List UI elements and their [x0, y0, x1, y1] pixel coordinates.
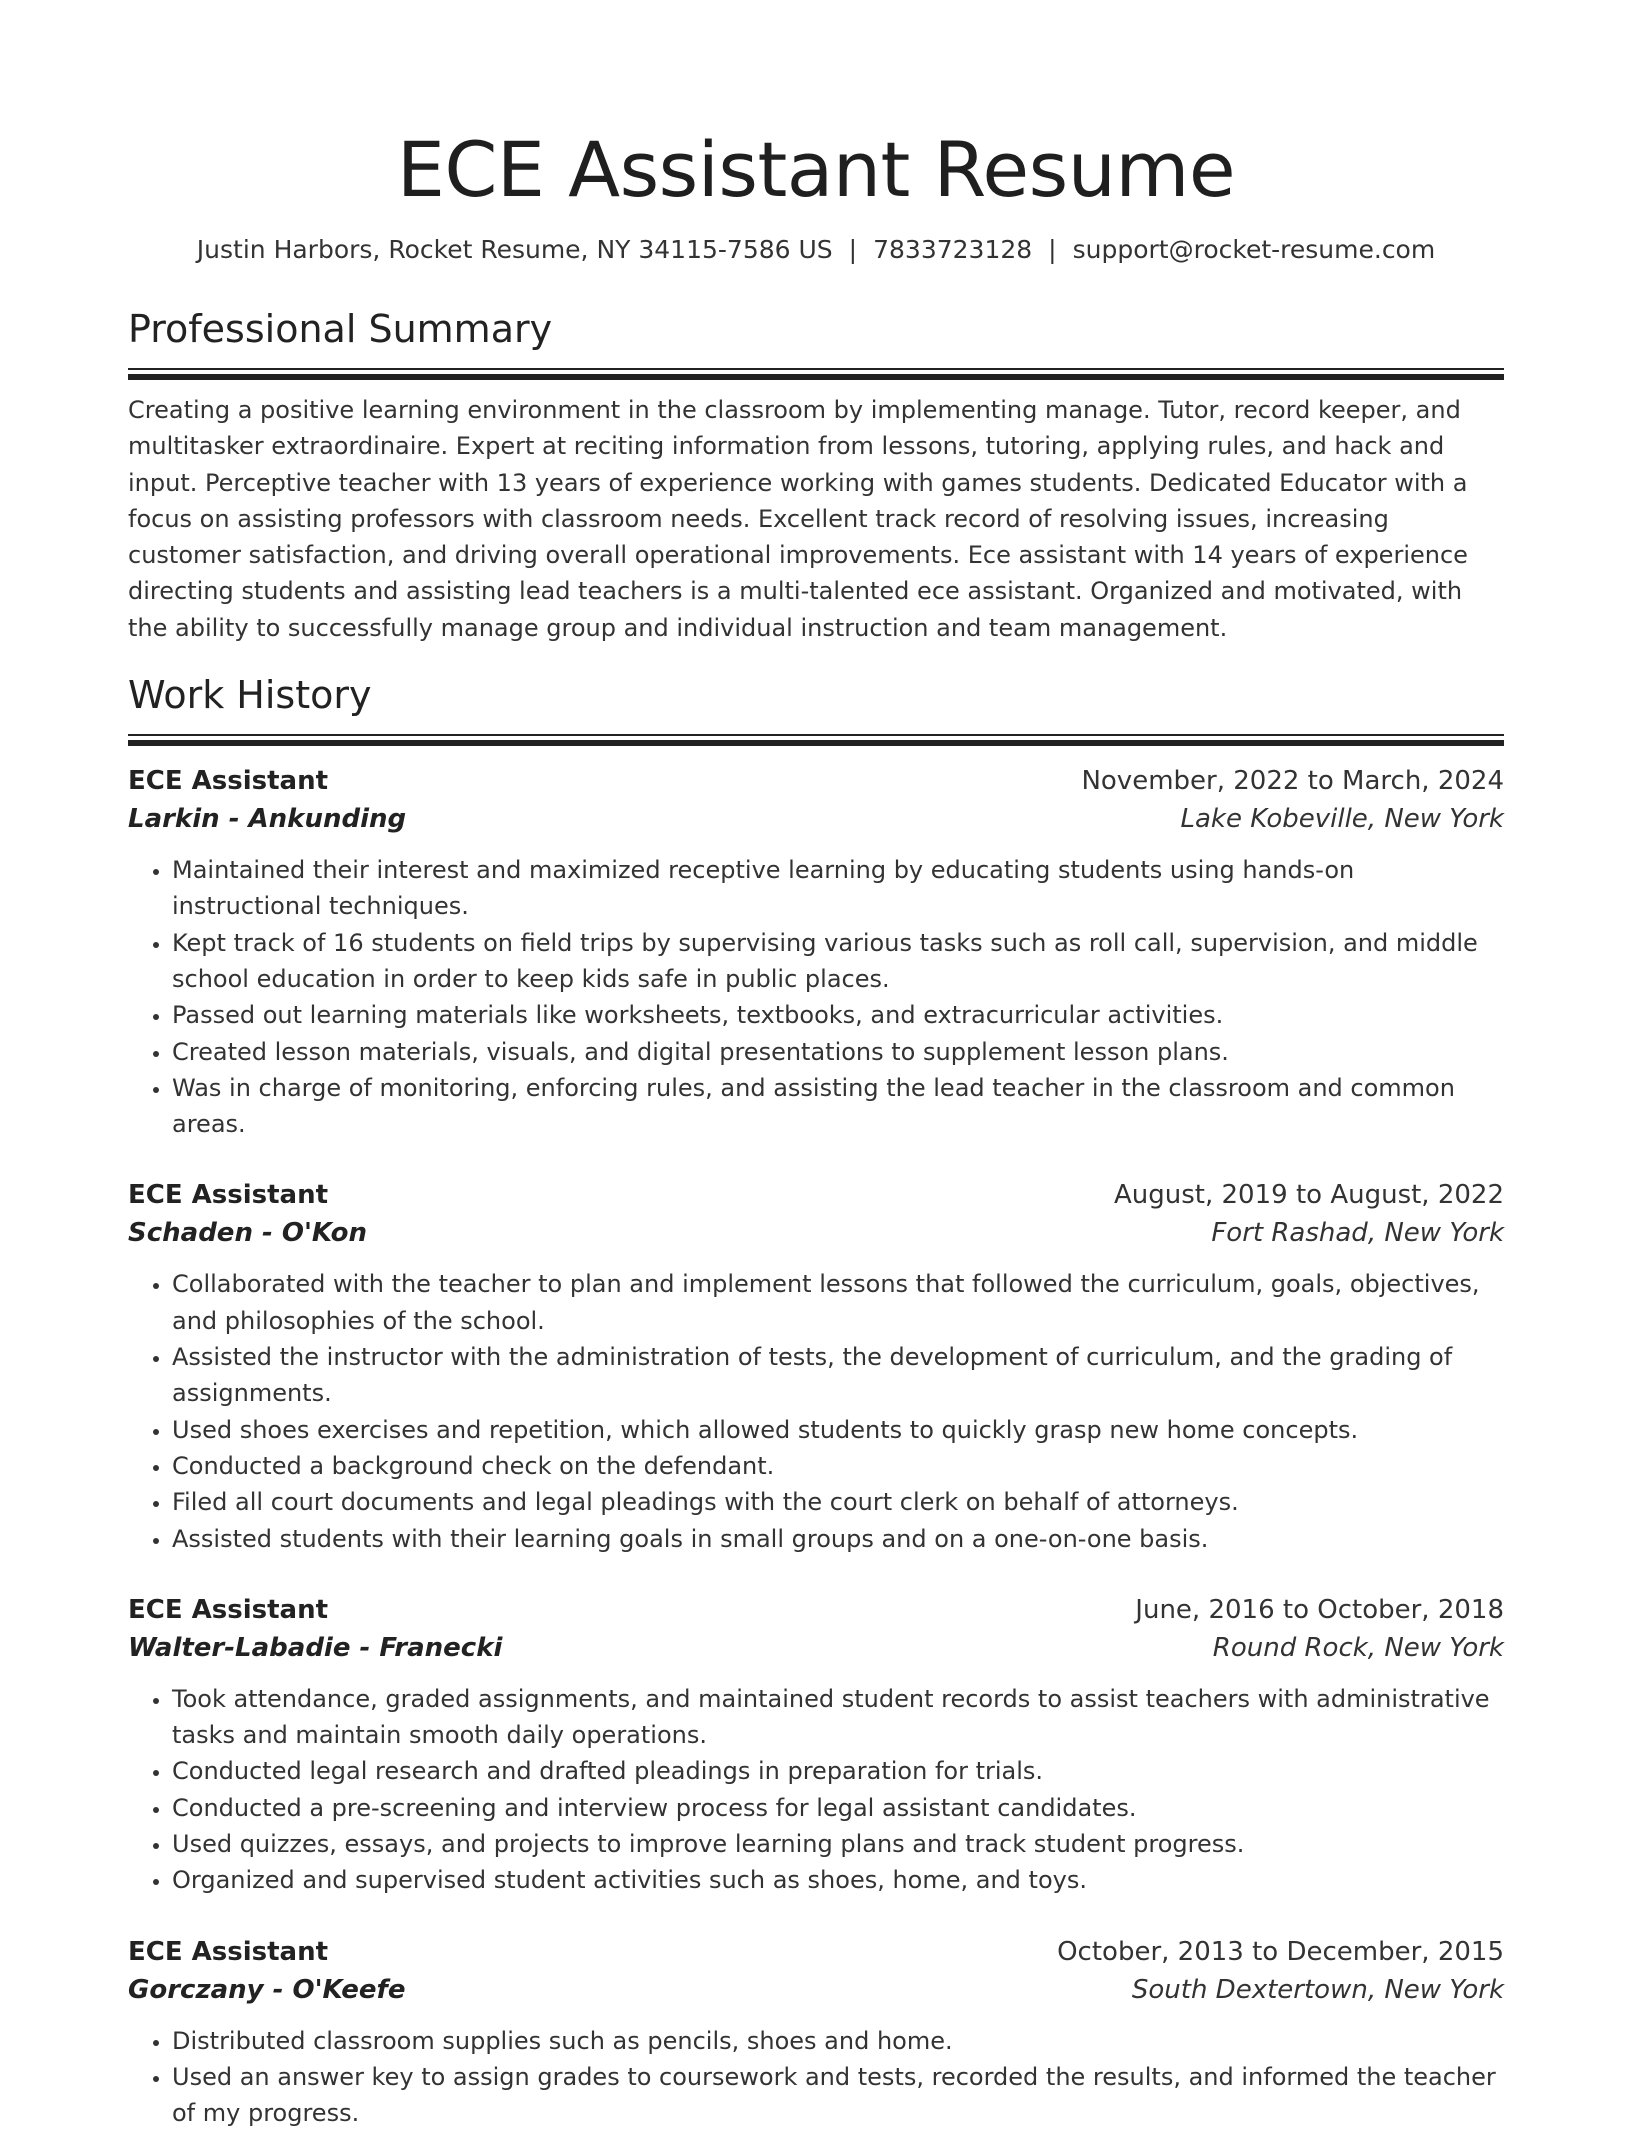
job-bullet: • Assisted the instructor with the administration of tests, the development of curriculum, and the grading of assignments.: [172, 1339, 1504, 1412]
job-bullet: • Conducted a pre-screening and interview process for legal assistant candidates.: [172, 1790, 1504, 1826]
job-bullet-list: [128, 1681, 1504, 1899]
contact-separator: |: [848, 235, 858, 264]
job-bullet: • Kept track of 16 students on field trips by supervising various tasks such as roll call, supervision, and middle school education in order to keep kids safe in public places.: [172, 925, 1504, 998]
job-bullet: • Collaborated with the teacher to plan and implement lessons that followed the curriculum, goals, objectives, and philosophies of the school.: [172, 1266, 1504, 1339]
resume-title: ECE Assistant Resume: [396, 125, 1236, 214]
job-bullet-list: [128, 852, 1504, 1142]
professional-summary-section: [128, 304, 1504, 646]
job-bullet: • Took attendance, graded assignments, and maintained student records to assist teachers with administrative tasks and maintain smooth daily operations.: [172, 1681, 1504, 1754]
job-entry: [128, 1933, 1504, 2132]
job-dates: August, 2019 to August, 2022: [1114, 1180, 1504, 1211]
job-location: South Dextertown, New York: [1131, 1974, 1504, 2005]
job-title: ECE Assistant: [128, 766, 329, 797]
job-bullet: • Conducted legal research and drafted pleadings in preparation for trials.: [172, 1753, 1504, 1789]
job-bullet: • Used an answer key to assign grades to coursework and tests, recorded the results, and informed the teacher of my progress.: [172, 2059, 1504, 2132]
job-title: ECE Assistant: [128, 1936, 329, 1967]
contact-phone: 7833723128: [873, 235, 1033, 264]
job-dates: November, 2022 to March, 2024: [1081, 766, 1504, 797]
job-header-row: [128, 1176, 1504, 1214]
job-header-row: [128, 762, 1504, 800]
job-company: Larkin - Ankunding: [128, 804, 407, 835]
job-title: ECE Assistant: [128, 1594, 329, 1625]
job-header-row: [128, 1933, 1504, 1971]
job-bullet: • Conducted a background check on the defendant.: [172, 1448, 1504, 1484]
contact-address: Justin Harbors, Rocket Resume, NY 34115-7586 US: [196, 235, 833, 264]
professional-summary-heading: Professional Summary: [128, 307, 553, 351]
job-bullet: • Used quizzes, essays, and projects to improve learning plans and track student progress.: [172, 1826, 1504, 1862]
professional-summary-text: Creating a positive learning environment in the classroom by implementing manage. Tutor, record keeper, and multitasker extraordinaire. Expert at reciting information from lessons, tutoring, applying rules, and hack and input. Perceptive teacher with 13 years of experience working with games students. Dedicated Educator with a focus on assisting professors with classroom needs. Excellent track record of resolving issues, increasing customer satisfaction, and driving overall operational improvements. Ece assistant with 14 years of experience directing students and assisting lead teachers is a multi-talented ece assistant. Organized and motivated, with the ability to successfully manage group and individual instruction and team management.: [128, 396, 1468, 642]
job-subheader-row: [128, 1971, 1504, 2009]
job-subheader-row: [128, 800, 1504, 838]
job-dates: October, 2013 to December, 2015: [1057, 1936, 1504, 1967]
job-bullet: • Organized and supervised student activities such as shoes, home, and toys.: [172, 1862, 1504, 1898]
job-bullet-list: [128, 2023, 1504, 2132]
job-bullet: • Passed out learning materials like worksheets, textbooks, and extracurricular activities.: [172, 997, 1504, 1033]
job-location: Fort Rashad, New York: [1211, 1218, 1504, 1249]
section-divider: [128, 368, 1504, 370]
job-bullet-list: [128, 1266, 1504, 1556]
job-dates: June, 2016 to October, 2018: [1135, 1594, 1504, 1625]
job-location: Lake Kobeville, New York: [1180, 804, 1504, 835]
job-header-row: [128, 1591, 1504, 1629]
contact-line: [128, 232, 1504, 268]
work-history-heading: Work History: [128, 673, 372, 718]
section-divider: [128, 740, 1504, 746]
job-location: Round Rock, New York: [1212, 1632, 1504, 1663]
job-company: Gorczany - O'Keefe: [128, 1974, 406, 2005]
job-entry: [128, 1176, 1504, 1556]
job-subheader-row: [128, 1629, 1504, 1667]
job-company: Walter-Labadie - Franecki: [128, 1632, 503, 1663]
job-subheader-row: [128, 1214, 1504, 1252]
contact-email[interactable]: support@rocket-resume.com: [1072, 235, 1436, 264]
job-bullet: • Distributed classroom supplies such as pencils, shoes and home.: [172, 2023, 1504, 2059]
section-divider: [128, 734, 1504, 736]
job-bullet: • Maintained their interest and maximized receptive learning by educating students using hands-on instructional techniques.: [172, 852, 1504, 925]
job-title: ECE Assistant: [128, 1180, 329, 1211]
work-history-section: [128, 670, 1504, 2131]
job-entry: [128, 762, 1504, 1142]
job-company: Schaden - O'Kon: [128, 1218, 368, 1249]
job-entry: [128, 1591, 1504, 1899]
job-bullet: • Used shoes exercises and repetition, which allowed students to quickly grasp new home concepts.: [172, 1412, 1504, 1448]
job-bullet: • Filed all court documents and legal pleadings with the court clerk on behalf of attorneys.: [172, 1484, 1504, 1520]
section-divider: [128, 374, 1504, 380]
job-bullet: • Assisted students with their learning goals in small groups and on a one-on-one basis.: [172, 1521, 1504, 1557]
contact-separator: |: [1048, 235, 1057, 264]
resume-page: [128, 0, 1504, 2132]
job-bullet: • Created lesson materials, visuals, and digital presentations to supplement lesson plans.: [172, 1034, 1504, 1070]
job-bullet: • Was in charge of monitoring, enforcing rules, and assisting the lead teacher in the classroom and common areas.: [172, 1070, 1504, 1143]
job-list: [128, 762, 1504, 2131]
